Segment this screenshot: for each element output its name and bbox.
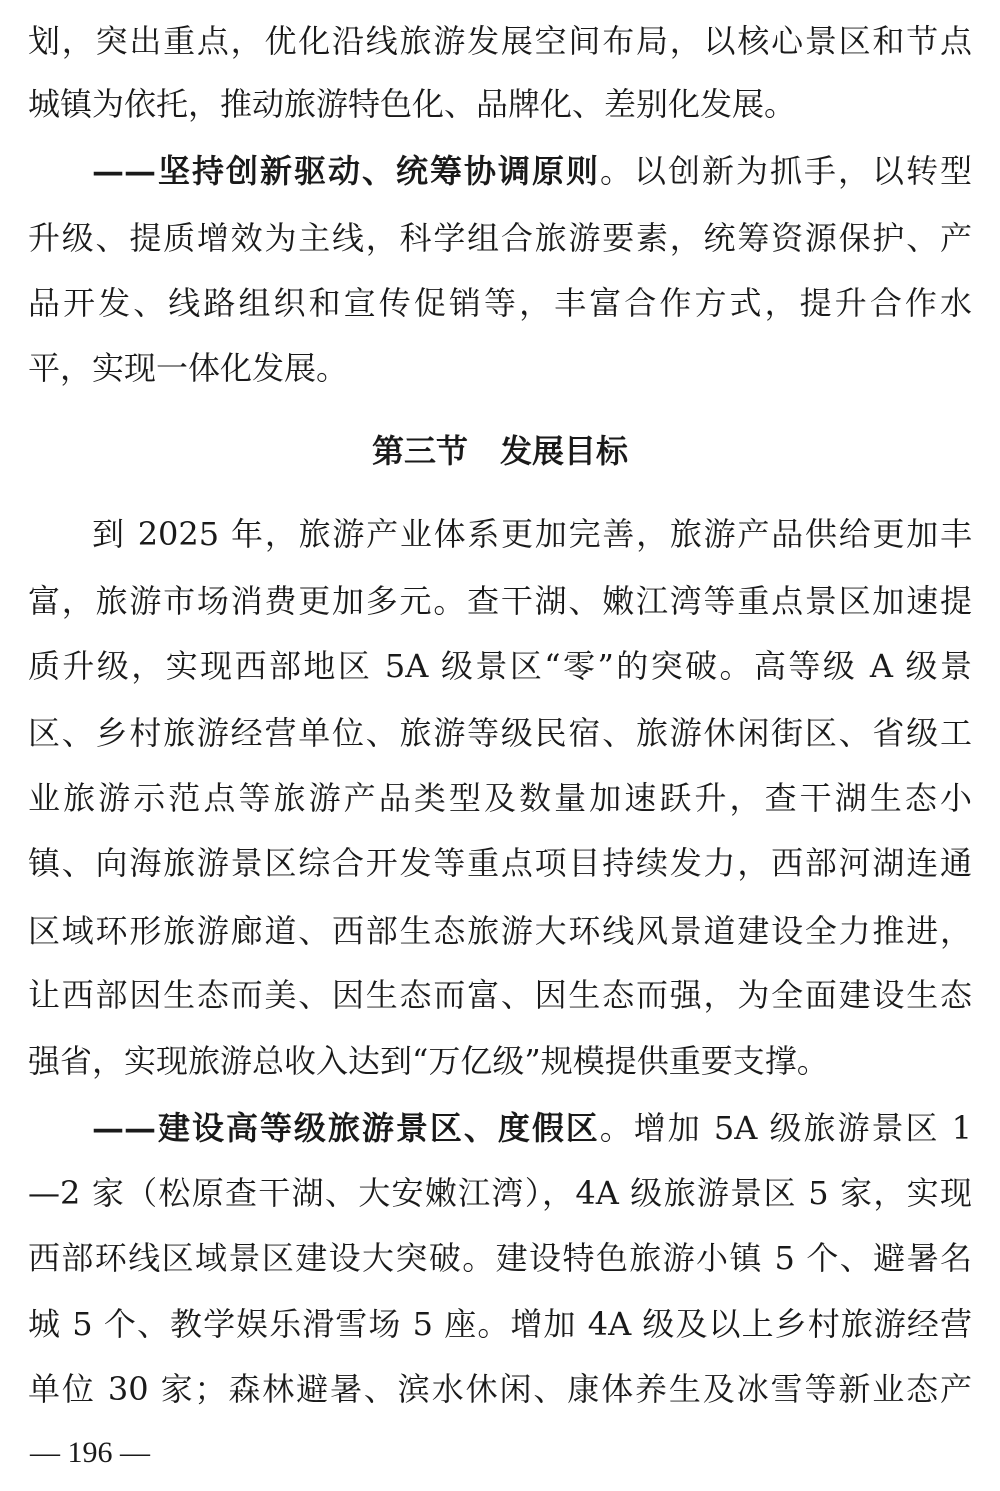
text-line: 让西部因生态而美、因生态而富、因生态而强，为全面建设生态 bbox=[28, 976, 972, 1014]
text-line: 区域环形旅游廊道、西部生态旅游大环线风景道建设全力推进， bbox=[28, 912, 972, 950]
emphasis-lead: ——建设高等级旅游景区、度假区 bbox=[92, 1109, 600, 1147]
text-line: 平，实现一体化发展。 bbox=[28, 349, 349, 387]
text-line: ——坚持创新驱动、统筹协调原则。以创新为抓手，以转型 bbox=[92, 152, 972, 190]
text-line: 西部环线区域景区建设大突破。建设特色旅游小镇 5 个、避暑名 bbox=[28, 1239, 972, 1277]
section-heading: 第三节 发展目标 bbox=[371, 432, 628, 470]
emphasis-lead: ——坚持创新驱动、统筹协调原则 bbox=[92, 152, 600, 190]
text-line: 升级、提质增效为主线，科学组合旅游要素，统筹资源保护、产 bbox=[28, 219, 972, 257]
text-line: —2 家（松原查干湖、大安嫩江湾），4A 级旅游景区 5 家，实现 bbox=[28, 1174, 972, 1212]
text-line: 强省，实现旅游总收入达到“万亿级”规模提供重要支撑。 bbox=[28, 1042, 829, 1080]
page-number: — 196 — bbox=[30, 1436, 150, 1469]
text-line: 富，旅游市场消费更加多元。查干湖、嫩江湾等重点景区加速提 bbox=[28, 582, 972, 620]
text-line: 城镇为依托，推动旅游特色化、品牌化、差别化发展。 bbox=[28, 85, 797, 123]
text-line: 划，突出重点，优化沿线旅游发展空间布局，以核心景区和节点 bbox=[28, 22, 972, 60]
text-line: ——建设高等级旅游景区、度假区。增加 5A 级旅游景区 1 bbox=[92, 1109, 972, 1147]
text-line: 城 5 个、教学娱乐滑雪场 5 座。增加 4A 级及以上乡村旅游经营 bbox=[28, 1305, 972, 1343]
text-line: 单位 30 家；森林避暑、滨水休闲、康体养生及冰雪等新业态产 bbox=[28, 1370, 972, 1408]
text-line: 质升级，实现西部地区 5A 级景区“零”的突破。高等级 A 级景 bbox=[28, 647, 972, 685]
text-line: 到 2025 年，旅游产业体系更加完善，旅游产品供给更加丰 bbox=[92, 515, 972, 553]
text-line: 区、乡村旅游经营单位、旅游等级民宿、旅游休闲街区、省级工 bbox=[28, 714, 972, 752]
text-line: 品开发、线路组织和宣传促销等，丰富合作方式，提升合作水 bbox=[28, 284, 972, 322]
text-line: 业旅游示范点等旅游产品类型及数量加速跃升，查干湖生态小 bbox=[28, 779, 972, 817]
text-line: 镇、向海旅游景区综合开发等重点项目持续发力，西部河湖连通 bbox=[28, 844, 972, 882]
